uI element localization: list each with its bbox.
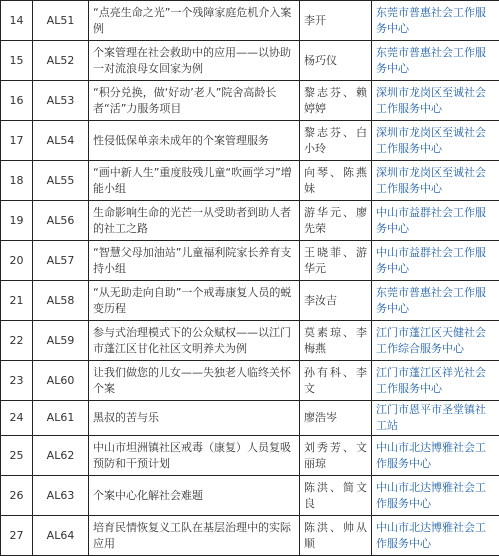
case-title: 个案中心化解社会难题 <box>89 476 300 516</box>
case-author: 向琴、陈燕妹 <box>300 161 372 201</box>
case-code: AL56 <box>33 201 89 241</box>
table-row <box>1 201 499 241</box>
case-organization: 深圳市龙岗区至诚社会工作服务中心 <box>372 81 499 121</box>
row-index: 21 <box>1 281 33 321</box>
case-organization: 深圳市龙岗区至诚社会工作服务中心 <box>372 161 499 201</box>
row-index: 22 <box>1 321 33 361</box>
case-title: 让我们做您的儿女——失独老人临终关怀个案 <box>89 361 300 401</box>
case-code: AL53 <box>33 81 89 121</box>
table-row <box>1 516 499 556</box>
case-code: AL54 <box>33 121 89 161</box>
case-title: 中山市坦洲镇社区戒毒（康复）人员复吸预防和干预计划 <box>89 436 300 476</box>
case-table-body <box>1 1 499 556</box>
table-row <box>1 161 499 201</box>
case-code: AL60 <box>33 361 89 401</box>
case-code: AL57 <box>33 241 89 281</box>
case-organization: 中山市北达博雅社会工作服务中心 <box>372 516 499 556</box>
case-title: “智慧父母加油站”儿童福利院家长养育支持小组 <box>89 241 300 281</box>
row-index: 24 <box>1 401 33 436</box>
case-author: 游华元、廖先荣 <box>300 201 372 241</box>
row-index: 15 <box>1 41 33 81</box>
case-title: 生命影响生命的光芒一从受助者到助人者的社工之路 <box>89 201 300 241</box>
case-author: 杨巧仪 <box>300 41 372 81</box>
row-index: 26 <box>1 476 33 516</box>
case-author: 陈洪、简文良 <box>300 476 372 516</box>
case-author: 黎志芬、白小玲 <box>300 121 372 161</box>
row-index: 14 <box>1 1 33 41</box>
case-code: AL55 <box>33 161 89 201</box>
table-row <box>1 321 499 361</box>
case-author: 刘秀芳、文丽琼 <box>300 436 372 476</box>
row-index: 19 <box>1 201 33 241</box>
case-organization: 江门市蓬江区天健社会工作综合服务中心 <box>372 321 499 361</box>
case-code: AL51 <box>33 1 89 41</box>
case-title: 黑叔的苦与乐 <box>89 401 300 436</box>
case-title: “点亮生命之光”一个残障家庭危机介入案例 <box>89 1 300 41</box>
case-author: 黎志芬、赖婷婷 <box>300 81 372 121</box>
row-index: 27 <box>1 516 33 556</box>
case-author: 孙有科、李文 <box>300 361 372 401</box>
row-index: 25 <box>1 436 33 476</box>
case-organization: 东莞市普惠社会工作服务中心 <box>372 1 499 41</box>
case-code: AL62 <box>33 436 89 476</box>
table-row <box>1 401 499 436</box>
case-organization: 中山市益群社会工作服务中心 <box>372 201 499 241</box>
case-organization: 江门市蓬江区祥光社会工作服务中心 <box>372 361 499 401</box>
case-organization: 中山市益群社会工作服务中心 <box>372 241 499 281</box>
table-row <box>1 121 499 161</box>
case-code: AL58 <box>33 281 89 321</box>
case-title: 个案管理在社会救助中的应用——以协助一对流浪母女回家为例 <box>89 41 300 81</box>
table-row <box>1 241 499 281</box>
case-title: “画中新人生”重度肢残儿童“吹画学习”增能小组 <box>89 161 300 201</box>
case-organization: 东莞市普惠社会工作服务中心 <box>372 41 499 81</box>
case-title: “积分兑换，做‘好动’老人”院舍高龄长者“活”力服务项目 <box>89 81 300 121</box>
table-row <box>1 1 499 41</box>
row-index: 23 <box>1 361 33 401</box>
case-author: 李汝吉 <box>300 281 372 321</box>
case-author: 陈洪、帅从顺 <box>300 516 372 556</box>
row-index: 17 <box>1 121 33 161</box>
table-row <box>1 41 499 81</box>
row-index: 16 <box>1 81 33 121</box>
table-row <box>1 436 499 476</box>
case-organization: 中山市北达博雅社会工作服务中心 <box>372 476 499 516</box>
case-code: AL59 <box>33 321 89 361</box>
case-author: 莫素琼、李梅燕 <box>300 321 372 361</box>
case-title: 培育民情恢复义工队在基层治理中的实际应用 <box>89 516 300 556</box>
case-organization: 中山市北达博雅社会工作服务中心 <box>372 436 499 476</box>
case-code: AL61 <box>33 401 89 436</box>
table-row <box>1 361 499 401</box>
case-author: 王晓菲、游华元 <box>300 241 372 281</box>
case-title: 性侵低保单亲未成年的个案管理服务 <box>89 121 300 161</box>
case-code: AL52 <box>33 41 89 81</box>
case-organization: 东莞市普惠社会工作服务中心 <box>372 281 499 321</box>
case-title: “从无助走向自助”一个戒毒康复人员的蜕变历程 <box>89 281 300 321</box>
row-index: 20 <box>1 241 33 281</box>
table-row <box>1 81 499 121</box>
table-row <box>1 281 499 321</box>
case-title: 参与式治理模式下的公众赋权——以江门市蓬江区甘化社区文明养犬为例 <box>89 321 300 361</box>
case-code: AL64 <box>33 516 89 556</box>
case-code: AL63 <box>33 476 89 516</box>
row-index: 18 <box>1 161 33 201</box>
case-organization: 江门市恩平市圣堂镇社工站 <box>372 401 499 436</box>
case-organization: 深圳市龙岗区至诚社会工作服务中心 <box>372 121 499 161</box>
case-author: 廖浩岑 <box>300 401 372 436</box>
case-author: 李开 <box>300 1 372 41</box>
table-row <box>1 476 499 516</box>
